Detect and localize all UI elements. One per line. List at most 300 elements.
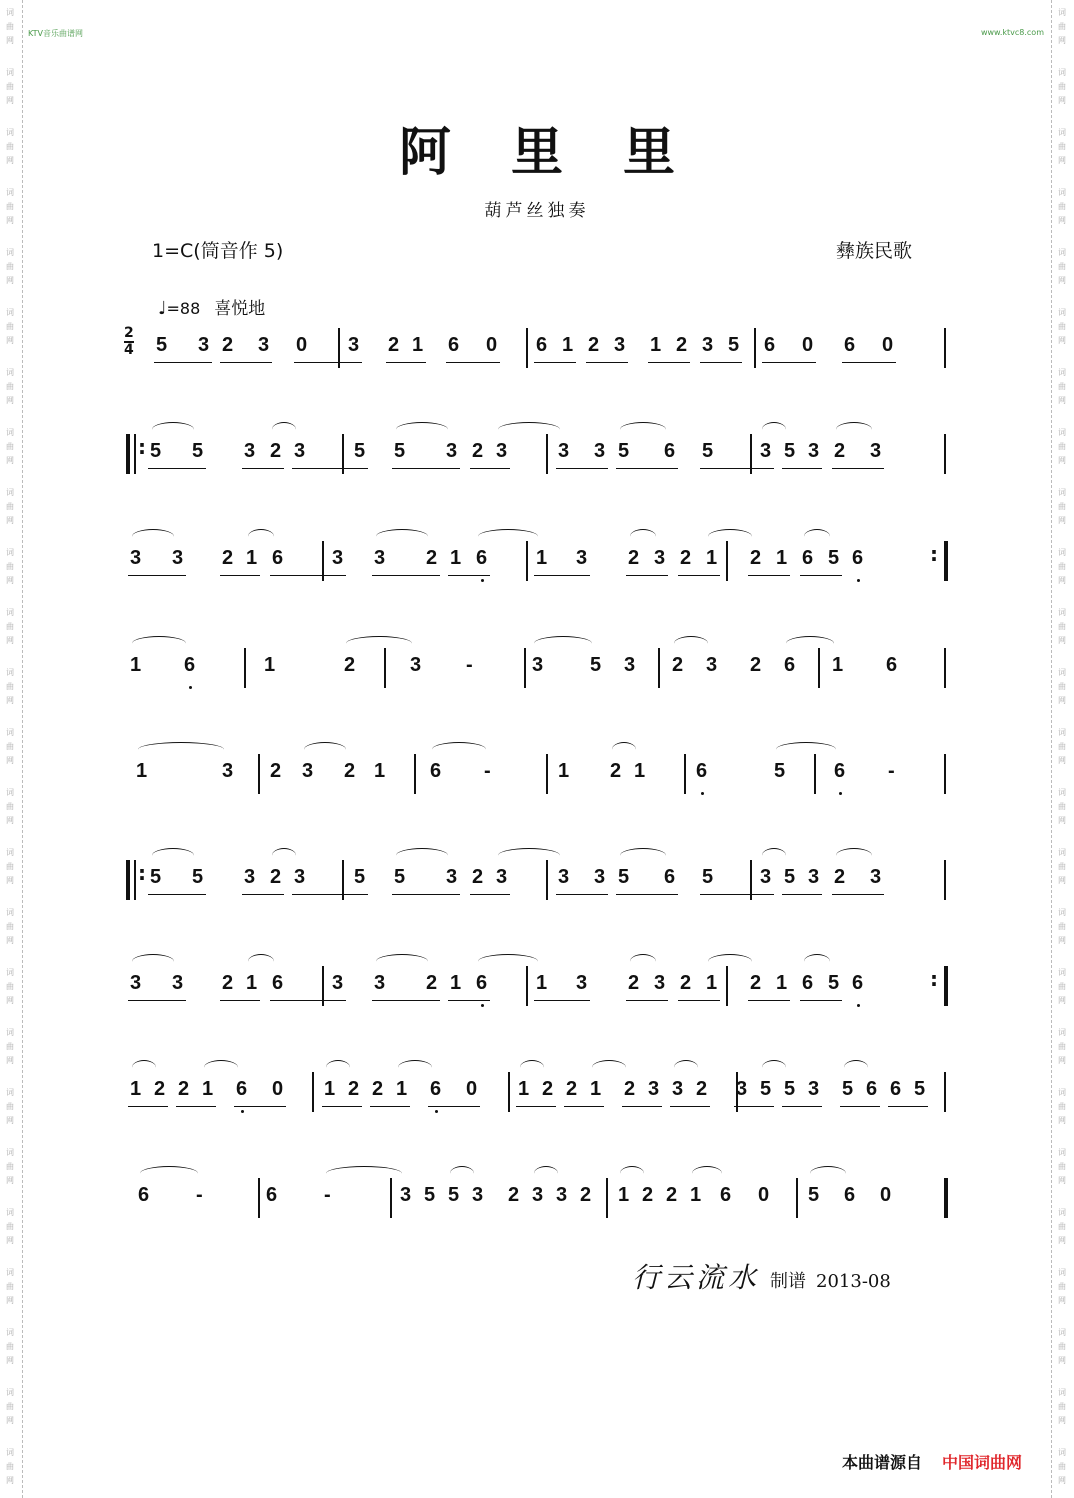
- note: 5: [774, 760, 786, 782]
- note: 1: [246, 972, 258, 994]
- slur: [204, 1060, 238, 1075]
- note: 1: [618, 1184, 630, 1206]
- note: 3: [532, 1184, 544, 1206]
- note: 2: [588, 334, 600, 356]
- margin-watermark-char: 词: [6, 1328, 14, 1337]
- note: 6: [852, 547, 863, 570]
- margin-watermark-char: 词: [6, 1028, 14, 1037]
- beam-line: [534, 1000, 590, 1001]
- note: 3: [706, 654, 718, 676]
- margin-watermark-char: 网: [6, 1176, 14, 1185]
- beam-line: [700, 894, 774, 895]
- note: 1: [706, 547, 718, 569]
- margin-watermark-char: 网: [1058, 36, 1066, 45]
- arranger-signature: 行云流水: [632, 1261, 761, 1294]
- slur: [498, 848, 560, 863]
- note: 5: [784, 1078, 796, 1100]
- beam-line: [832, 468, 884, 469]
- beam-line: [392, 468, 460, 469]
- note: 3: [244, 866, 256, 888]
- credit-label: 制谱: [770, 1271, 807, 1292]
- slur: [376, 529, 428, 544]
- beam-line: [372, 1000, 440, 1001]
- beam-line: [832, 894, 884, 895]
- margin-watermark-char: 曲: [1058, 202, 1066, 211]
- bar-line: [684, 754, 686, 794]
- time-signature-bottom: 4: [124, 342, 134, 358]
- note: 2: [348, 1078, 360, 1100]
- slur: [620, 422, 666, 437]
- margin-watermark-char: 网: [1058, 876, 1066, 885]
- note: 6: [536, 334, 548, 356]
- note: 5: [784, 440, 796, 462]
- margin-watermark-char: 曲: [6, 1042, 14, 1051]
- beam-line: [700, 362, 742, 363]
- beam-line: [270, 1000, 346, 1001]
- margin-watermark-char: 词: [6, 428, 14, 437]
- margin-watermark-char: 曲: [6, 442, 14, 451]
- beam-line: [840, 1106, 880, 1107]
- credit-date: 2013-08: [816, 1271, 891, 1292]
- margin-watermark-char: 词: [6, 848, 14, 857]
- note: 3: [172, 547, 184, 569]
- margin-watermark-char: 网: [1058, 456, 1066, 465]
- slur: [836, 422, 872, 437]
- slur: [612, 742, 636, 757]
- bar-line: [384, 648, 386, 688]
- margin-watermark-char: 曲: [1058, 562, 1066, 571]
- margin-watermark-char: 网: [1058, 996, 1066, 1005]
- note: 1: [136, 760, 148, 782]
- note: 5: [448, 1184, 460, 1206]
- note: 6: [866, 1078, 878, 1100]
- note: 3: [594, 866, 606, 888]
- margin-watermark-char: 曲: [1058, 1042, 1066, 1051]
- beam-line: [428, 1106, 480, 1107]
- margin-watermark-char: 曲: [6, 802, 14, 811]
- beam-line: [128, 575, 186, 576]
- note: 3: [808, 866, 820, 888]
- margin-watermark-char: 曲: [6, 502, 14, 511]
- note: 2: [222, 547, 234, 569]
- margin-watermark-char: 词: [6, 1088, 14, 1097]
- beam-line: [616, 894, 678, 895]
- note: 1: [832, 654, 844, 676]
- bar-line: [944, 1072, 946, 1112]
- bar-line: [312, 1072, 314, 1112]
- beam-line: [556, 468, 608, 469]
- note: 1: [412, 334, 424, 356]
- bar-line: [244, 648, 246, 688]
- margin-watermark-char: 词: [6, 1148, 14, 1157]
- margin-watermark-char: 词: [6, 608, 14, 617]
- margin-watermark-char: 网: [1058, 516, 1066, 525]
- note: 1: [706, 972, 718, 994]
- bar-line: [944, 328, 946, 368]
- margin-watermark-char: 曲: [6, 202, 14, 211]
- note: 6: [664, 866, 676, 888]
- margin-watermark-char: 词: [1058, 1148, 1066, 1157]
- note: 1: [202, 1078, 214, 1100]
- margin-watermark-char: 网: [6, 276, 14, 285]
- slur: [450, 1166, 474, 1181]
- margin-watermark-char: 曲: [6, 562, 14, 571]
- margin-watermark-char: 词: [1058, 968, 1066, 977]
- slur: [138, 742, 224, 757]
- margin-watermark-char: 网: [1058, 816, 1066, 825]
- margin-watermark-char: 网: [1058, 336, 1066, 345]
- beam-line: [220, 362, 272, 363]
- slur: [776, 742, 836, 757]
- margin-watermark-char: 网: [6, 1236, 14, 1245]
- note: 1: [130, 1078, 142, 1100]
- margin-watermark-char: 网: [6, 636, 14, 645]
- margin-watermark-char: 网: [6, 1116, 14, 1125]
- slur: [346, 636, 412, 651]
- beam-line: [800, 1000, 842, 1001]
- beam-line: [648, 362, 690, 363]
- slur: [396, 422, 448, 437]
- margin-watermark-char: 曲: [1058, 982, 1066, 991]
- slur: [398, 1060, 432, 1075]
- note: 3: [198, 334, 210, 356]
- margin-watermark-char: 词: [1058, 368, 1066, 377]
- margin-watermark-char: 词: [6, 1268, 14, 1277]
- note: -: [466, 654, 473, 676]
- beam-line: [556, 894, 608, 895]
- note: 3: [496, 440, 508, 462]
- margin-watermark-char: 词: [1058, 8, 1066, 17]
- margin-watermark-char: 词: [6, 68, 14, 77]
- note: 0: [802, 334, 814, 356]
- note: 6: [448, 334, 460, 356]
- repeat-start-bar-thin: [134, 860, 136, 900]
- note: 5: [784, 866, 796, 888]
- beam-line: [392, 894, 460, 895]
- beam-line: [322, 1106, 362, 1107]
- note: 3: [672, 1078, 684, 1100]
- slur: [478, 954, 538, 969]
- note: 3: [446, 440, 458, 462]
- note: 0: [880, 1184, 892, 1206]
- slur: [786, 636, 834, 651]
- slur: [810, 1166, 846, 1181]
- margin-watermark-char: 曲: [1058, 1102, 1066, 1111]
- note: 6: [890, 1078, 902, 1100]
- margin-watermark-char: 词: [1058, 1448, 1066, 1457]
- note: 1: [130, 654, 142, 676]
- margin-watermark-char: 曲: [1058, 142, 1066, 151]
- note: 5: [914, 1078, 926, 1100]
- margin-watermark-char: 网: [6, 456, 14, 465]
- margin-watermark-char: 网: [6, 1416, 14, 1425]
- margin-watermark-char: 曲: [1058, 1162, 1066, 1171]
- note: 3: [410, 654, 422, 676]
- margin-watermark-char: 词: [1058, 1268, 1066, 1277]
- margin-watermark-char: 网: [6, 816, 14, 825]
- slur: [762, 1060, 786, 1075]
- beam-line: [470, 894, 510, 895]
- note: 2: [642, 1184, 654, 1206]
- slur: [498, 422, 560, 437]
- note: 3: [294, 440, 306, 462]
- bar-line: [390, 1178, 392, 1218]
- note: -: [888, 760, 895, 782]
- slur: [692, 1166, 722, 1181]
- beam-line: [670, 1106, 710, 1107]
- note: 3: [614, 334, 626, 356]
- note: 5: [424, 1184, 436, 1206]
- margin-watermark-char: 网: [6, 96, 14, 105]
- margin-watermark-char: 网: [6, 576, 14, 585]
- note: -: [324, 1184, 331, 1206]
- slur: [674, 1060, 698, 1075]
- bar-line: [606, 1178, 608, 1218]
- margin-watermark-char: 曲: [6, 22, 14, 31]
- beam-line: [800, 575, 842, 576]
- note: 3: [624, 654, 636, 676]
- note: 0: [296, 334, 308, 356]
- beam-line: [782, 894, 822, 895]
- margin-watermark-char: 曲: [6, 1462, 14, 1471]
- bar-line: [944, 434, 946, 474]
- note: 3: [244, 440, 256, 462]
- margin-watermark-char: 网: [6, 216, 14, 225]
- note: 5: [702, 866, 714, 888]
- tempo-marking: [158, 294, 265, 319]
- margin-watermark-char: 词: [1058, 608, 1066, 617]
- song-origin: 彝族民歌: [836, 240, 913, 262]
- note: 2: [388, 334, 400, 356]
- slur: [708, 954, 752, 969]
- notation-system-5: [118, 756, 948, 792]
- beam-line: [782, 1106, 822, 1107]
- bar-line: [524, 648, 526, 688]
- note: 5: [354, 440, 366, 462]
- margin-watermark-char: 曲: [6, 922, 14, 931]
- beam-line: [748, 1000, 790, 1001]
- margin-watermark-char: 词: [6, 728, 14, 737]
- beam-line: [564, 1106, 604, 1107]
- margin-watermark-char: 词: [1058, 1388, 1066, 1397]
- note: 2: [680, 547, 692, 569]
- bar-line: [546, 754, 548, 794]
- bar-line: [944, 754, 946, 794]
- notation-system-3: [118, 543, 948, 579]
- margin-watermark-char: 曲: [6, 1402, 14, 1411]
- beam-line: [234, 1106, 286, 1107]
- note: 2: [222, 334, 234, 356]
- watermark-right: www.ktvc8.com: [980, 28, 1044, 37]
- slur: [620, 1166, 644, 1181]
- beam-line: [128, 1106, 168, 1107]
- note: 1: [374, 760, 386, 782]
- margin-watermark-char: 词: [6, 788, 14, 797]
- margin-watermark-char: 曲: [6, 862, 14, 871]
- margin-watermark-char: 网: [1058, 96, 1066, 105]
- note: 3: [760, 440, 772, 462]
- slur: [132, 1060, 156, 1075]
- margin-watermark-char: 网: [6, 996, 14, 1005]
- beam-line: [294, 362, 362, 363]
- margin-watermark-char: 词: [1058, 308, 1066, 317]
- note: 2: [426, 972, 438, 994]
- beam-line: [626, 575, 668, 576]
- note: 3: [332, 972, 344, 994]
- beam-line: [586, 362, 628, 363]
- note: 2: [624, 1078, 636, 1100]
- note: 3: [374, 547, 386, 569]
- slur: [804, 954, 830, 969]
- slur: [836, 848, 872, 863]
- note: 3: [808, 1078, 820, 1100]
- note: 5: [828, 972, 840, 994]
- note: 2: [222, 972, 234, 994]
- beam-line: [220, 1000, 260, 1001]
- slur: [520, 1060, 544, 1075]
- beam-line: [534, 362, 576, 363]
- note: 3: [130, 547, 142, 569]
- note: 3: [556, 1184, 568, 1206]
- note: 0: [882, 334, 894, 356]
- tempo-value: =88: [166, 299, 201, 318]
- margin-watermark-char: 曲: [6, 1222, 14, 1231]
- bar-line: [658, 648, 660, 688]
- note: 6: [272, 972, 284, 994]
- margin-watermark-char: 词: [1058, 68, 1066, 77]
- note: 6: [664, 440, 676, 462]
- right-margin-watermark: [1051, 0, 1074, 1498]
- slur: [432, 742, 486, 757]
- note: 1: [264, 654, 276, 676]
- margin-watermark-char: 曲: [6, 1162, 14, 1171]
- note: 2: [178, 1078, 190, 1100]
- note: 6: [834, 760, 845, 783]
- note: 6: [476, 972, 487, 995]
- note: 5: [590, 654, 602, 676]
- margin-watermark-char: 网: [6, 936, 14, 945]
- note: 3: [870, 440, 882, 462]
- note: 2: [676, 334, 688, 356]
- margin-watermark-char: 网: [6, 696, 14, 705]
- notation-system-4: [118, 650, 948, 686]
- repeat-dots: :: [138, 435, 146, 459]
- beam-line: [370, 1106, 410, 1107]
- slur: [674, 636, 708, 651]
- note: 5: [192, 440, 204, 462]
- slur: [844, 1060, 868, 1075]
- margin-watermark-char: 词: [1058, 908, 1066, 917]
- note: 3: [400, 1184, 412, 1206]
- note: 1: [536, 547, 548, 569]
- note: 3: [222, 760, 234, 782]
- quarter-note-icon: ♩: [158, 298, 167, 319]
- margin-watermark-char: 词: [6, 1448, 14, 1457]
- note: 6: [844, 1184, 856, 1206]
- note: 2: [666, 1184, 678, 1206]
- note: 5: [150, 440, 162, 462]
- repeat-dots: :: [138, 861, 146, 885]
- note: 3: [654, 972, 666, 994]
- margin-watermark-char: 词: [1058, 248, 1066, 257]
- repeat-end-dots: :: [930, 542, 938, 566]
- note: 3: [348, 334, 360, 356]
- credit: [632, 1256, 891, 1296]
- margin-watermark-char: 曲: [1058, 682, 1066, 691]
- note: 2: [344, 760, 356, 782]
- beam-line: [446, 362, 500, 363]
- note: 2: [834, 866, 846, 888]
- note: 3: [594, 440, 606, 462]
- score-subtitle: 葫芦丝独奏: [484, 201, 590, 221]
- margin-watermark-char: 曲: [6, 1342, 14, 1351]
- note: 3: [302, 760, 314, 782]
- note: 1: [518, 1078, 530, 1100]
- notation-system-7: [118, 968, 948, 1004]
- slur: [304, 742, 346, 757]
- note: 2: [426, 547, 438, 569]
- note: 6: [720, 1184, 732, 1206]
- note: 1: [590, 1078, 602, 1100]
- slur: [132, 954, 174, 969]
- note: 2: [472, 866, 484, 888]
- note: 1: [396, 1078, 408, 1100]
- bar-line: [944, 1178, 948, 1218]
- margin-watermark-char: 词: [1058, 1208, 1066, 1217]
- slur: [272, 422, 296, 437]
- footer-source-name: 中国词曲网: [942, 1453, 1023, 1472]
- slur: [132, 636, 186, 651]
- beam-line: [154, 362, 212, 363]
- margin-watermark-char: 曲: [6, 142, 14, 151]
- notation-system-6: [118, 862, 948, 898]
- note: 3: [576, 547, 588, 569]
- beam-line: [734, 1106, 774, 1107]
- note: 2: [680, 972, 692, 994]
- note: 3: [870, 866, 882, 888]
- note: 6: [886, 654, 898, 676]
- note: 2: [472, 440, 484, 462]
- beam-line: [448, 1000, 490, 1001]
- margin-watermark-char: 曲: [6, 262, 14, 271]
- tempo-mood: 喜悦地: [214, 299, 266, 319]
- slur: [534, 636, 592, 651]
- note: 1: [650, 334, 662, 356]
- note: 2: [372, 1078, 384, 1100]
- margin-watermark-char: 词: [1058, 1088, 1066, 1097]
- margin-watermark-char: 曲: [6, 382, 14, 391]
- note: 0: [486, 334, 498, 356]
- margin-watermark-char: 词: [6, 308, 14, 317]
- margin-watermark-char: 词: [6, 128, 14, 137]
- beam-line: [470, 468, 510, 469]
- margin-watermark-char: 词: [1058, 668, 1066, 677]
- slur: [534, 1166, 558, 1181]
- note: 3: [172, 972, 184, 994]
- margin-watermark-char: 网: [1058, 576, 1066, 585]
- slur: [630, 529, 656, 544]
- slur: [478, 529, 538, 544]
- note: 3: [496, 866, 508, 888]
- repeat-start-bar-thin: [134, 434, 136, 474]
- beam-line: [842, 362, 896, 363]
- note: 2: [750, 547, 762, 569]
- note: 3: [760, 866, 772, 888]
- margin-watermark-char: 曲: [1058, 922, 1066, 931]
- bar-line: [526, 966, 528, 1006]
- slur: [326, 1060, 350, 1075]
- slur: [152, 422, 194, 437]
